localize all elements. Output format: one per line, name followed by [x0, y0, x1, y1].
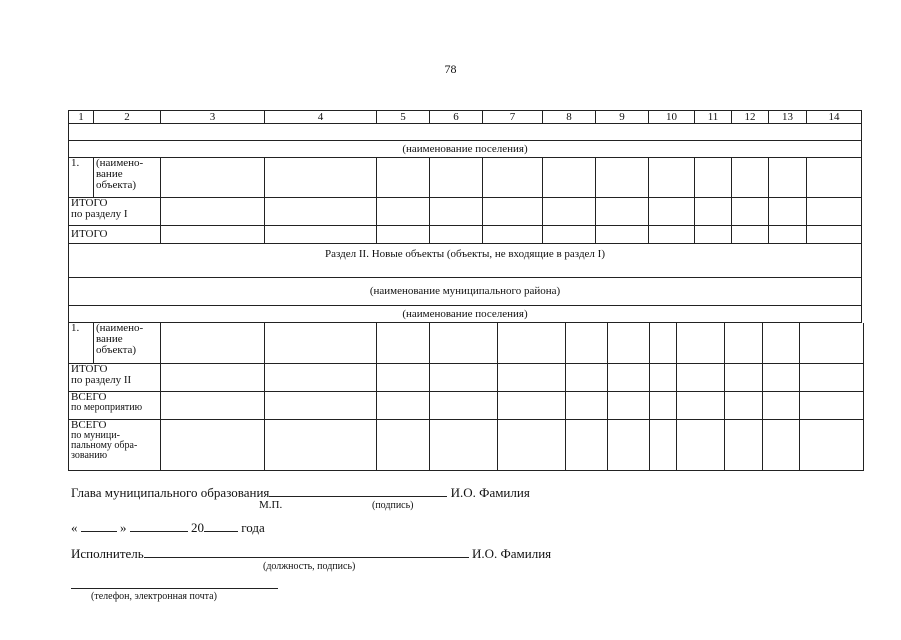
report-table-section-2 — [68, 323, 864, 471]
settlement-name-label-2: (наименование поселения) — [69, 306, 862, 323]
all-by-municipality-row — [69, 419, 864, 470]
executor-name: И.О. Фамилия — [471, 546, 552, 561]
position-hint: (должность, подпись) — [263, 561, 356, 572]
total-label: ИТОГО — [69, 226, 161, 244]
object-number-2: 1. — [69, 323, 94, 363]
total-row — [69, 226, 862, 244]
col-header-4: 4 — [265, 111, 377, 124]
executor-line — [71, 545, 551, 562]
section-2-title-row — [69, 244, 862, 278]
total-section-1-row — [69, 198, 862, 226]
all-by-municipality-label: ВСЕГО по муници- пальному обра- зованию — [69, 419, 161, 470]
object-number: 1. — [69, 158, 94, 198]
all-by-measure-label: ВСЕГО по мероприятию — [69, 391, 161, 419]
page-number: 78 — [444, 62, 457, 76]
object-row — [69, 158, 862, 198]
settlement-name-row — [69, 141, 862, 158]
executor-signature-field[interactable] — [144, 545, 469, 558]
executor-label: Исполнитель — [71, 546, 144, 561]
signature-hint: (подпись) — [372, 500, 414, 511]
month-field[interactable] — [130, 519, 188, 532]
col-header-5: 5 — [377, 111, 430, 124]
contact-field[interactable] — [71, 588, 278, 589]
day-field[interactable] — [81, 519, 117, 532]
date-line: « » 20 года — [71, 520, 265, 535]
col-header-6: 6 — [430, 111, 483, 124]
col-header-14: 14 — [807, 111, 862, 124]
col-header-9: 9 — [596, 111, 649, 124]
stamp-label: М.П. — [259, 499, 283, 511]
object-row-2 — [69, 323, 864, 363]
col-header-11: 11 — [695, 111, 732, 124]
blank-row — [69, 124, 862, 141]
report-table-container — [68, 110, 861, 471]
col-header-13: 13 — [769, 111, 807, 124]
district-name-label: (наименование муниципального района) — [69, 278, 862, 306]
head-label: Глава муниципального образования — [71, 485, 270, 500]
year-field[interactable] — [204, 519, 238, 532]
object-name-2: (наимено- вание объекта) — [94, 323, 161, 363]
col-header-3: 3 — [161, 111, 265, 124]
head-signature-line — [71, 484, 530, 501]
col-header-12: 12 — [732, 111, 769, 124]
total-section-1-label: ИТОГО по разделу I — [69, 198, 161, 226]
section-2-title: Раздел II. Новые объекты (объекты, не входящие в раздел I) — [69, 244, 862, 278]
column-number-row — [69, 111, 862, 124]
col-header-10: 10 — [649, 111, 695, 124]
all-by-measure-row — [69, 391, 864, 419]
contact-hint: (телефон, электронная почта) — [91, 591, 217, 602]
col-header-2: 2 — [94, 111, 161, 124]
settlement-name-row-2 — [69, 306, 862, 323]
total-section-2-row — [69, 363, 864, 391]
report-table-section-1 — [68, 110, 862, 323]
settlement-name-label: (наименование поселения) — [69, 141, 862, 158]
col-header-1: 1 — [69, 111, 94, 124]
head-name: И.О. Фамилия — [450, 485, 530, 500]
col-header-7: 7 — [483, 111, 543, 124]
object-name: (наимено- вание объекта) — [94, 158, 161, 198]
head-signature-field[interactable] — [269, 484, 447, 497]
total-section-2-label: ИТОГО по разделу II — [69, 363, 161, 391]
col-header-8: 8 — [543, 111, 596, 124]
district-name-row — [69, 278, 862, 306]
